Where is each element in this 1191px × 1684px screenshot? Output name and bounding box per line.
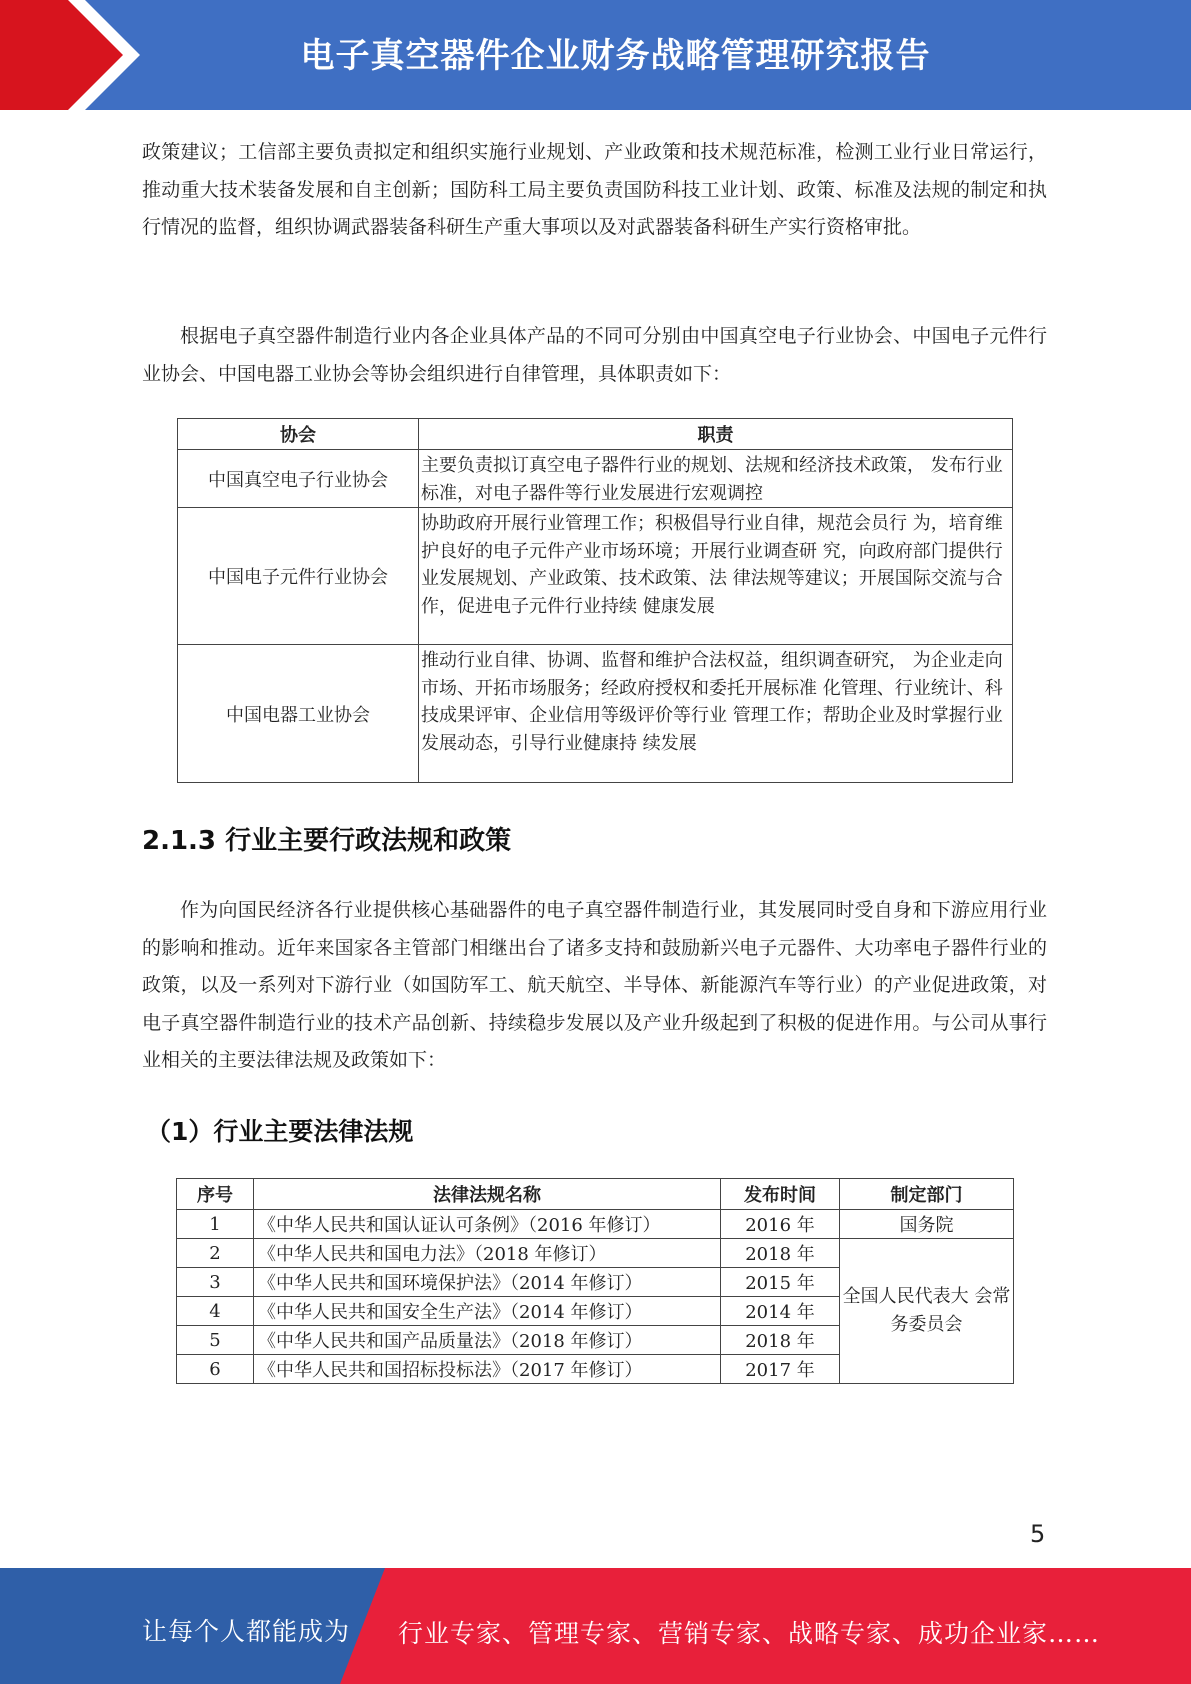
paragraph-policy: 政策建议；工信部主要负责拟定和组织实施行业规划、产业政策和技术规范标准，检测工业行业日常运行，推动重大技术装备发展和自主创新；国防科工局主要负责国防科技工业计划、政策、标准及法规的制定和执行情况的监督，组织协调武器装备科研生产重大事项以及对武器装备科研生产实行资格审批。	[142, 141, 1047, 238]
table-row	[178, 450, 1013, 508]
sub-heading: （1）行业主要法律法规	[146, 1117, 414, 1146]
page-header	[0, 0, 1191, 110]
law-number: 5	[177, 1326, 254, 1355]
law-number: 4	[177, 1297, 254, 1326]
law-name: 《中华人民共和国认证认可条例》（2016 年修订）	[254, 1210, 721, 1239]
paragraph-regulations-intro: 作为向国民经济各行业提供核心基础器件的电子真空器件制造行业，其发展同时受自身和下游应用行业的影响和推动。近年来国家各主管部门相继出台了诸多支持和鼓励新兴电子元器件、大功率电子器件行业的政策，以及一系列对下游行业（如国防军工、航天航空、半导体、新能源汽车等行业）的产业促进政策，对电子真空器件制造行业的技术产品创新、持续稳步发展以及产业升级起到了积极的促进作用。与公司从事行业相关的主要法律法规及政策如下：	[142, 899, 1047, 1071]
law-name: 《中华人民共和国产品质量法》（2018 年修订）	[254, 1326, 721, 1355]
association-name: 中国真空电子行业协会	[178, 450, 419, 508]
law-number: 2	[177, 1239, 254, 1268]
section-heading: 2.1.3 行业主要行政法规和政策	[142, 826, 512, 856]
law-name: 《中华人民共和国招标投标法》（2017 年修订）	[254, 1355, 721, 1384]
table-header-row	[177, 1179, 1014, 1210]
column-header-number: 序号	[177, 1179, 254, 1210]
page-number: 5	[1030, 1520, 1046, 1548]
report-title: 电子真空器件企业财务战略管理研究报告	[300, 36, 931, 76]
paragraph-associations: 根据电子真空器件制造行业内各企业具体产品的不同可分别由中国真空电子行业协会、中国电子元件行业协会、中国电器工业协会等协会组织进行自律管理，具体职责如下：	[142, 325, 1047, 385]
association-duty: 推动行业自律、协调、监督和维护合法权益，组织调查研究， 为企业走向市场、开拓市场服务；经政府授权和委托开展标准 化管理、行业统计、科技成果评审、企业信用等级评价等行业 管理工作；帮助企业及时掌握行业发展动态，引导行业健康持 续发展	[419, 645, 1013, 783]
column-header-date: 发布时间	[721, 1179, 840, 1210]
law-date: 2015 年	[721, 1268, 840, 1297]
table-row	[177, 1239, 1014, 1268]
law-date: 2014 年	[721, 1297, 840, 1326]
association-name: 中国电子元件行业协会	[178, 508, 419, 645]
law-date: 2018 年	[721, 1239, 840, 1268]
law-name: 《中华人民共和国电力法》（2018 年修订）	[254, 1239, 721, 1268]
column-header-law-name: 法律法规名称	[254, 1179, 721, 1210]
table-row	[177, 1210, 1014, 1239]
law-name: 《中华人民共和国环境保护法》（2014 年修订）	[254, 1268, 721, 1297]
law-date: 2018 年	[721, 1326, 840, 1355]
law-department-merged: 全国人民代表大 会常务委员会	[840, 1239, 1014, 1384]
table-row	[178, 508, 1013, 645]
table-header-row	[178, 419, 1013, 450]
association-duty: 协助政府开展行业管理工作；积极倡导行业自律，规范会员行 为，培育维护良好的电子元件产业市场环境；开展行业调查研 究，向政府部门提供行业发展规划、产业政策、技术政策、法 律法规等建议；开展国际交流与合作，促进电子元件行业持续 健康发展	[419, 508, 1013, 645]
law-name: 《中华人民共和国安全生产法》（2014 年修订）	[254, 1297, 721, 1326]
association-name: 中国电器工业协会	[178, 645, 419, 783]
association-duty: 主要负责拟订真空电子器件行业的规划、法规和经济技术政策， 发布行业标准，对电子器件等行业发展进行宏观调控	[419, 450, 1013, 508]
column-header-association: 协会	[178, 419, 419, 450]
footer-slogan-right: 行业专家、管理专家、营销专家、战略专家、成功企业家……	[398, 1619, 1101, 1648]
column-header-duty: 职责	[419, 419, 1013, 450]
page-footer	[0, 1568, 1191, 1684]
law-number: 6	[177, 1355, 254, 1384]
footer-slogan-left: 让每个人都能成为	[142, 1617, 351, 1646]
law-date: 2016 年	[721, 1210, 840, 1239]
law-date: 2017 年	[721, 1355, 840, 1384]
law-department: 国务院	[840, 1210, 1014, 1239]
law-table	[176, 1178, 1014, 1384]
column-header-department: 制定部门	[840, 1179, 1014, 1210]
association-table	[177, 418, 1013, 783]
law-number: 1	[177, 1210, 254, 1239]
table-row	[178, 645, 1013, 783]
law-number: 3	[177, 1268, 254, 1297]
